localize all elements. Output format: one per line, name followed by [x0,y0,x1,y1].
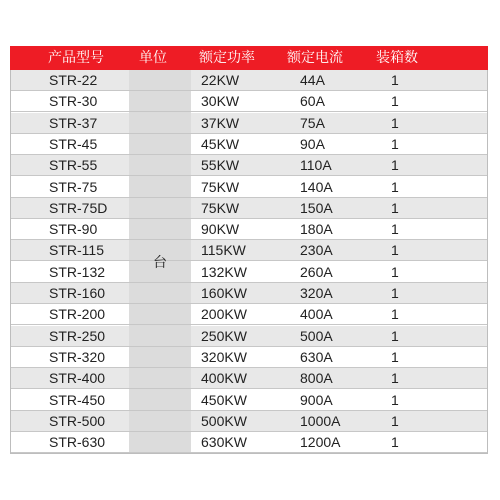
model-cell: STR-630 [49,434,106,451]
power-cell: 160KW [201,285,247,301]
table-row [11,155,487,176]
table-row [11,326,487,347]
qty-cell: 1 [391,370,399,387]
qty-cell: 1 [391,114,399,131]
power-cell: 250KW [201,327,247,344]
current-cell: 90A [300,135,325,152]
current-cell: 400A [300,306,333,323]
table-row [11,390,487,411]
qty-cell: 1 [391,412,399,429]
table-row [11,283,487,304]
header-unit: 单位 [139,50,167,66]
model-cell: STR-45 [49,135,98,152]
header-model: 产品型号 [48,50,104,66]
qty-cell: 1 [391,72,399,88]
power-cell: 320KW [201,348,247,365]
power-cell: 75KW [201,178,240,195]
model-cell: STR-132 [49,263,106,280]
table-row [11,240,487,261]
table-row [11,432,487,453]
model-cell: STR-250 [49,327,106,344]
power-cell: 55KW [201,157,240,174]
current-cell: 60A [300,93,325,110]
table-row [11,219,487,240]
current-cell: 230A [300,242,333,259]
table-row [11,368,487,389]
unit-cell: 台 [153,254,167,271]
model-cell: STR-30 [49,93,98,110]
power-cell: 200KW [201,306,247,323]
table-row [11,262,487,283]
model-cell: STR-450 [49,391,106,408]
model-cell: STR-90 [49,221,98,238]
header-current: 额定电流 [287,50,343,66]
current-cell: 44A [300,72,325,88]
table-row [11,134,487,155]
qty-cell: 1 [391,93,399,110]
power-cell: 115KW [201,242,246,259]
power-cell: 630KW [201,434,247,451]
qty-cell: 1 [391,242,399,259]
table-header [10,46,488,70]
model-cell: STR-160 [49,285,106,301]
current-cell: 140A [300,178,333,195]
current-cell: 800A [300,370,333,387]
qty-cell: 1 [391,199,399,216]
table-row [11,304,487,325]
table-row [11,113,487,134]
current-cell: 320A [300,285,333,301]
table-row [11,177,487,198]
header-power: 额定功率 [199,50,255,66]
model-cell: STR-200 [49,306,106,323]
current-cell: 500A [300,327,333,344]
current-cell: 110A [300,157,332,174]
power-cell: 450KW [201,391,247,408]
table-body [10,70,488,454]
model-cell: STR-22 [49,72,98,88]
current-cell: 1000A [300,412,341,429]
model-cell: STR-75D [49,199,108,216]
power-cell: 90KW [201,221,240,238]
current-cell: 900A [300,391,333,408]
model-cell: STR-75 [49,178,98,195]
model-cell: STR-115 [49,242,104,259]
current-cell: 1200A [300,434,341,451]
model-cell: STR-400 [49,370,106,387]
power-cell: 132KW [201,263,247,280]
model-cell: STR-55 [49,157,98,174]
power-cell: 37KW [201,114,240,131]
power-cell: 45KW [201,135,240,152]
power-cell: 75KW [201,199,240,216]
qty-cell: 1 [391,285,399,301]
qty-cell: 1 [391,263,399,280]
model-cell: STR-37 [49,114,98,131]
table-row [11,198,487,219]
product-spec-table [10,46,488,454]
current-cell: 630A [300,348,333,365]
current-cell: 150A [300,199,333,216]
qty-cell: 1 [391,434,399,451]
row-divider [11,452,487,453]
table-row [11,347,487,368]
qty-cell: 1 [391,135,399,152]
table-row [11,91,487,112]
current-cell: 75A [300,114,325,131]
qty-cell: 1 [391,391,399,408]
table-row [11,411,487,432]
qty-cell: 1 [391,327,399,344]
current-cell: 260A [300,263,333,280]
model-cell: STR-320 [49,348,106,365]
header-qty: 装箱数 [376,50,418,66]
power-cell: 30KW [201,93,240,110]
qty-cell: 1 [391,306,399,323]
table-row [11,70,487,91]
qty-cell: 1 [391,178,399,195]
qty-cell: 1 [391,221,399,238]
current-cell: 180A [300,221,333,238]
power-cell: 500KW [201,412,247,429]
power-cell: 22KW [201,72,240,88]
qty-cell: 1 [391,157,399,174]
power-cell: 400KW [201,370,247,387]
qty-cell: 1 [391,348,399,365]
model-cell: STR-500 [49,412,106,429]
